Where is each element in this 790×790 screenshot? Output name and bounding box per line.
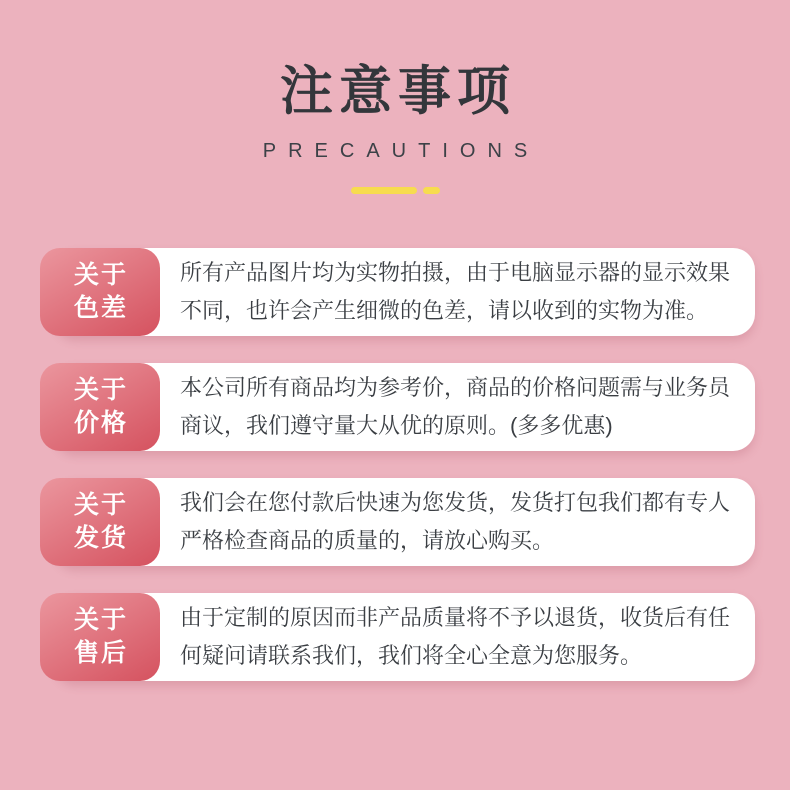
section-text: 由于定制的原因而非产品质量将不予以退货，收货后有任何疑问请联系我们，我们将全心全意为您服务。 — [180, 604, 731, 668]
section-tag-badge — [40, 478, 160, 566]
section-color-difference — [40, 248, 755, 336]
section-text: 我们会在您付款后快速为您发货，发货打包我们都有专人严格检查商品的质量的，请放心购买。 — [180, 489, 731, 553]
underline-short-bar — [423, 187, 440, 194]
section-text: 所有产品图片均为实物拍摄，由于电脑显示器的显示效果不同，也许会产生细微的色差，请以收到的实物为准。 — [180, 259, 731, 323]
section-after-sales — [40, 593, 755, 681]
tag-label-line2: 售后 — [73, 638, 128, 667]
section-text-wrap — [180, 478, 741, 566]
page-title: 注意事项 — [280, 62, 516, 121]
section-shipping — [40, 478, 755, 566]
tag-label-line2: 发货 — [73, 523, 128, 552]
section-tag-badge — [40, 363, 160, 451]
page-subtitle: PRECAUTIONS — [262, 139, 540, 162]
tag-label-line1: 关于 — [73, 260, 128, 289]
section-text-wrap — [180, 593, 741, 681]
section-tag-badge — [40, 593, 160, 681]
notice-sections — [0, 248, 790, 681]
section-text-wrap — [180, 248, 741, 336]
section-price — [40, 363, 755, 451]
tag-label-line2: 价格 — [73, 408, 128, 437]
tag-label-line2: 色差 — [73, 293, 128, 322]
tag-label-line1: 关于 — [73, 490, 128, 519]
title-underline — [0, 187, 790, 194]
tag-label-line1: 关于 — [73, 605, 128, 634]
section-text: 本公司所有商品均为参考价，商品的价格问题需与业务员商议，我们遵守量大从优的原则。(多多优惠) — [180, 374, 731, 438]
header — [0, 0, 790, 194]
underline-long-bar — [351, 187, 417, 194]
tag-label-line1: 关于 — [73, 375, 128, 404]
section-tag-badge — [40, 248, 160, 336]
section-text-wrap — [180, 363, 741, 451]
